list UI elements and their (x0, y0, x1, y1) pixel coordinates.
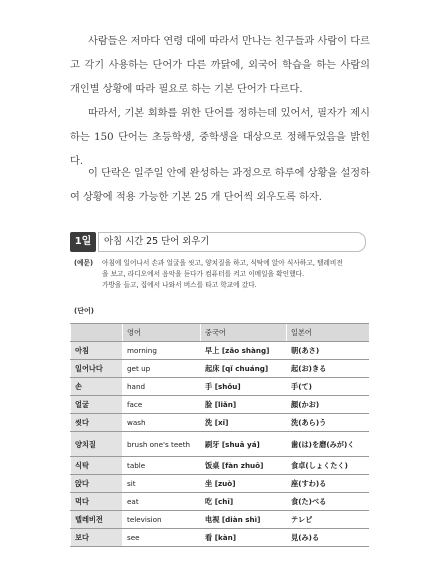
cell-english: get up (123, 360, 201, 378)
cell-korean: 양치질 (71, 432, 123, 457)
chapter-heading (70, 232, 366, 252)
cell-english: table (123, 457, 201, 475)
table-row (71, 493, 369, 511)
cell-japanese: 見(み)る (287, 529, 369, 547)
cell-korean: 앉다 (71, 475, 123, 493)
cell-japanese: 朝(あさ) (287, 342, 369, 360)
cell-japanese: 顔(かお) (287, 396, 369, 414)
cell-japanese: 起(お)きる (287, 360, 369, 378)
cell-japanese: 座(すわ)る (287, 475, 369, 493)
cell-english: brush one's teeth (123, 432, 201, 457)
cell-japanese: 手(て) (287, 378, 369, 396)
table-row (71, 378, 369, 396)
cell-chinese: 脸 [liǎn] (201, 396, 287, 414)
header-cell-chinese: 중국어 (201, 324, 287, 342)
intro-paragraph-2: 따라서, 기본 회화를 위한 단어를 정하는데 있어서, 필자가 제시하는 150 단어는 초등학생, 중학생을 대상으로 정해두었음을 밝힌다. (70, 108, 370, 167)
header-cell-korean (71, 324, 123, 342)
vocabulary-table (70, 323, 369, 547)
table-row (71, 414, 369, 432)
intro-paragraph-3: 이 단락은 일주일 안에 완성하는 과정으로 하루에 상황을 설정하여 상황에 적용 가능한 기본 25 개 단어씩 외우도록 하자. (70, 168, 370, 203)
cell-korean: 얼굴 (71, 396, 123, 414)
cell-english: television (123, 511, 201, 529)
table-row (71, 360, 369, 378)
intro-paragraph-1: 사람들은 저마다 연령 대에 따라서 만나는 친구들과 사람이 다르고 각기 사용하는 단어가 다른 까닭에, 외국어 학습을 하는 사람의 개인별 상황에 따라 필요로 하는 기본 단어가 다르다. (70, 36, 370, 95)
cell-korean: 일어나다 (71, 360, 123, 378)
cell-chinese: 刷牙 [shuā yá] (201, 432, 287, 457)
cell-english: sit (123, 475, 201, 493)
example-tag: (예문) (74, 259, 94, 267)
table-row (71, 529, 369, 547)
cell-chinese: 洗 [xǐ] (201, 414, 287, 432)
cell-japanese: 洗(あら)う (287, 414, 369, 432)
cell-japanese: 歯(は)を磨(みが)く (287, 432, 369, 457)
chapter-title: 아침 시간 25 단어 외우기 (98, 232, 366, 252)
table-row (71, 511, 369, 529)
table-header-row (71, 324, 369, 342)
table-row (71, 342, 369, 360)
header-cell-japanese: 일본어 (287, 324, 369, 342)
words-tag: (단어) (74, 307, 94, 315)
cell-korean: 손 (71, 378, 123, 396)
cell-korean: 텔레비전 (71, 511, 123, 529)
cell-chinese: 手 [shǒu] (201, 378, 287, 396)
header-cell-english: 영어 (123, 324, 201, 342)
cell-korean: 아침 (71, 342, 123, 360)
cell-english: see (123, 529, 201, 547)
cell-korean: 식탁 (71, 457, 123, 475)
cell-chinese: 看 [kàn] (201, 529, 287, 547)
cell-chinese: 起床 [qǐ chuáng] (201, 360, 287, 378)
cell-chinese: 吃 [chī] (201, 493, 287, 511)
cell-chinese: 早上 [zǎo shàng] (201, 342, 287, 360)
table-row (71, 396, 369, 414)
cell-korean: 보다 (71, 529, 123, 547)
day-badge: 1일 (70, 232, 96, 252)
table-row (71, 432, 369, 457)
cell-korean: 씻다 (71, 414, 123, 432)
cell-chinese: 坐 [zuò] (201, 475, 287, 493)
cell-english: eat (123, 493, 201, 511)
cell-english: face (123, 396, 201, 414)
cell-english: morning (123, 342, 201, 360)
example-line: 아침에 일어나서 손과 얼굴을 씻고, 양치질을 하고, 식탁에 앉아 식사하고, 텔레비전 (102, 259, 343, 267)
example-line: 가방을 들고, 집에서 나와서 버스를 타고 학교에 갔다. (102, 281, 257, 289)
cell-korean: 먹다 (71, 493, 123, 511)
cell-chinese: 电视 [diàn shì] (201, 511, 287, 529)
example-line: 을 보고, 라디오에서 음악을 듣다가 컴퓨터를 켜고 이메일을 확인했다. (102, 270, 305, 278)
cell-japanese: 食卓(しょくたく) (287, 457, 369, 475)
cell-english: hand (123, 378, 201, 396)
cell-english: wash (123, 414, 201, 432)
cell-chinese: 饭桌 [fàn zhuō] (201, 457, 287, 475)
table-row (71, 475, 369, 493)
cell-japanese: 食(た)べる (287, 493, 369, 511)
table-row (71, 457, 369, 475)
cell-japanese: テレビ (287, 511, 369, 529)
